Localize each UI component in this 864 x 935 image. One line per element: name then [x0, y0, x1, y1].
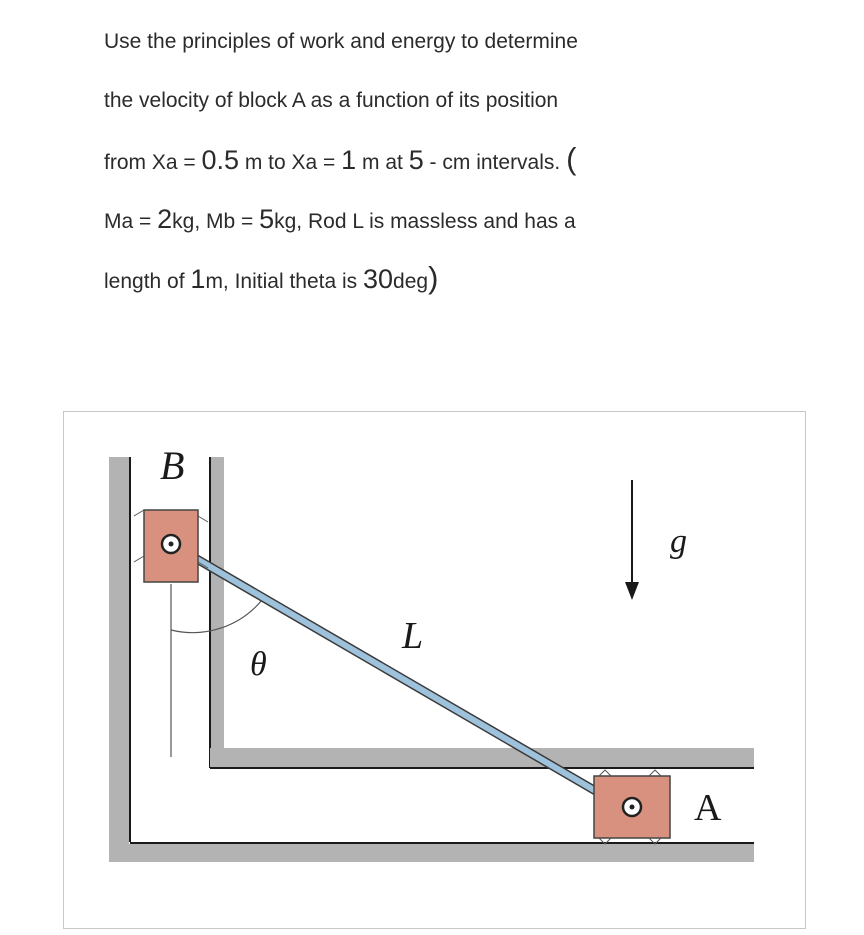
label-theta: θ [250, 646, 267, 683]
block-a [594, 770, 670, 844]
mechanism-figure [63, 411, 806, 929]
xa-end-value: 1 [341, 145, 357, 175]
text-segment: kg, Mb = [172, 210, 260, 233]
outer-floor-shadow [109, 844, 754, 862]
mass-b-value: 5 [259, 204, 275, 234]
problem-line-5 [104, 258, 438, 302]
outer-vertical-wall-shadow [109, 457, 129, 859]
problem-line-4 [104, 199, 576, 242]
xa-start-value: 0.5 [201, 145, 239, 175]
rod-length-value: 1 [190, 264, 206, 294]
mass-a-value: 2 [157, 204, 173, 234]
block-b [134, 510, 208, 582]
inner-vertical-wall-shadow [210, 457, 224, 767]
text-segment: kg, Rod L is massless and has a [274, 210, 576, 233]
label-a: A [694, 787, 722, 829]
label-l: L [402, 615, 424, 657]
label-b: B [160, 443, 185, 488]
text-segment: m at [356, 151, 409, 174]
problem-line-3 [104, 139, 576, 183]
label-g: g [670, 523, 687, 560]
text-segment: m, Initial theta is [205, 270, 363, 293]
problem-line-1: Use the principles of work and energy to determine [104, 30, 578, 53]
close-paren: ) [428, 260, 439, 295]
text-segment: - cm intervals. [423, 151, 567, 174]
problem-line-2: the velocity of block A as a function of its position [104, 89, 559, 112]
text-segment: m to Xa = [239, 151, 342, 174]
inner-floor-shadow [210, 748, 754, 768]
interval-value: 5 [408, 145, 424, 175]
text-segment: from Xa = [104, 151, 202, 174]
text-segment: deg [393, 270, 429, 293]
text-segment: length of [104, 270, 191, 293]
gravity-arrow-icon [625, 480, 639, 600]
open-paren: ( [566, 141, 577, 176]
text-segment: Ma = [104, 210, 158, 233]
theta-value: 30 [363, 264, 394, 294]
